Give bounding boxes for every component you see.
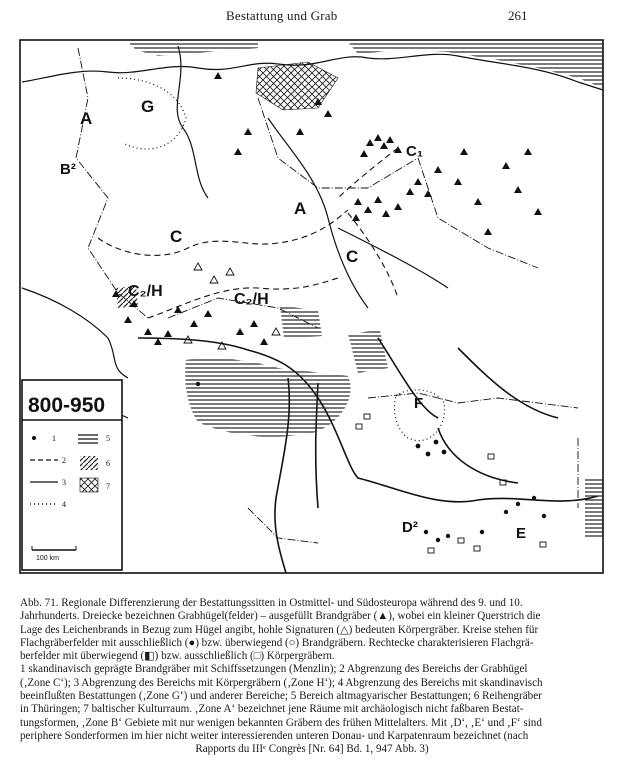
caption-line: (‚Zone C‘); 3 Abgrenzung des Bereichs mit Körpergräbern (‚Zone H‘); 4 Abgrenzung des Bereichs mit skandinavisch [20, 676, 543, 689]
legend-number-7: 7 [106, 482, 110, 491]
legend-number-1: 1 [52, 434, 56, 443]
zone-label-c-west: C [170, 227, 183, 246]
zone-label-f: F [414, 395, 424, 412]
baltic-culture-area [256, 62, 338, 110]
zone-label-g: G [141, 97, 155, 116]
running-title: Bestattung und Grab [226, 8, 338, 23]
scale-bar-label: 100 km [36, 555, 59, 562]
caption-line: in Thüringen; 7 baltischer Kulturraum. ‚Zone A‘ bezeichnet jene Räume mit archäologisch nicht faßbaren Bestat- [20, 703, 524, 716]
caption-line: beeinflußten Bestattungen (‚Zone G‘) und anderer Bereiche; 5 Bereich altmagyarischer Bestattungen; 6 Reihengräber [20, 690, 542, 703]
legend-number-4: 4 [62, 500, 66, 509]
zone-label-e: E [516, 525, 527, 542]
figure-caption [20, 597, 604, 757]
caption-line: Abb. 71. Regionale Differenzierung der Bestattungssitten in Ostmittel- und Südosteuropa während des 9. und 10. [20, 597, 523, 609]
map-figure [18, 38, 605, 575]
zone-label-c-east: C [346, 247, 359, 266]
magyar-area-east [348, 330, 388, 373]
legend-number-3: 3 [62, 478, 66, 487]
sea-hatch-northeast [348, 42, 603, 88]
zone-label-c2h-east: C₂/H [234, 291, 269, 308]
caption-line: 1 skandinavisch geprägte Brandgräber mit Schiffssetzungen (Menzlin); 2 Abgrenzung des Bereichs der Grabhügel [20, 663, 528, 676]
legend-number-5: 5 [106, 434, 110, 443]
caption-line: Flachgräberfelder mit ausschließlich (●) bzw. überwiegend (○) Brandgräbern. Rechtecke charakterisieren Flachgrä- [20, 636, 534, 649]
baltic-sea-hatch [128, 42, 258, 56]
zone-label-a-center: A [294, 199, 307, 218]
caption-line: Lage des Leichenbrands in Bezug zum Hügel angibt, hohle Signaturen (△) bedeuten Körpergräber. Kreise stehen für [20, 623, 539, 636]
legend-box [22, 380, 122, 570]
magyar-area [185, 358, 350, 436]
page-number: 261 [508, 8, 528, 23]
magyar-area-north [280, 306, 322, 338]
zone-label-b2: B² [60, 161, 76, 178]
page-header [0, 8, 620, 28]
legend-number-2: 2 [62, 456, 66, 465]
zone-label-d2: D² [402, 519, 418, 536]
caption-line: tungsformen, ‚Zone B‘ Gebiete mit nur wenigen bekannten Gräbern des frühen Mittelalters. Mit ‚D‘, ‚E‘ und ‚F‘ sind [20, 716, 542, 729]
caption-line: Rapports du IIIᵉ Congrès [Nr. 64] Bd. 1, 947 Abb. 3) [195, 743, 429, 756]
zone-label-c2h-west: C₂/H [128, 283, 163, 300]
burial-mound-symbols [112, 72, 542, 345]
zone-label-a-west: A [80, 109, 93, 128]
period-label: 800-950 [28, 394, 106, 417]
east-edge-hatch [585, 478, 603, 538]
caption-line: Jahrhunderts. Dreiecke bezeichnen Grabhügel(felder) – ausgefüllt Brandgräber (▲), wobei ein kleiner Querstrich die [20, 610, 541, 623]
caption-line: berfelder mit überwiegend (◧) bzw. ausschließlich (□) Körpergräbern. [20, 650, 335, 663]
legend-number-6: 6 [106, 459, 110, 468]
zone-label-c1: C₁ [406, 143, 424, 160]
caption-line: periphere Sonderformen im hier nicht weiter interessierenden unteren Donau- und Karpatenraum bezeichnet (nach [20, 729, 529, 742]
